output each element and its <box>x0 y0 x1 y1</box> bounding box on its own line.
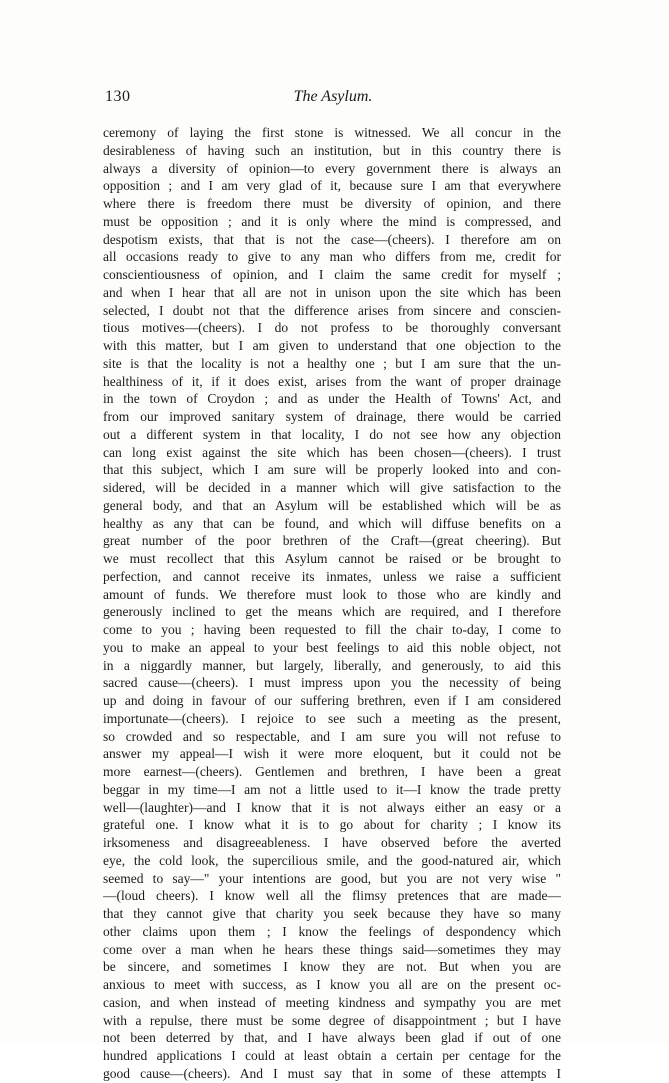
text-line: irksomeness and disagreeableness. I have observed before the averted <box>103 835 561 850</box>
text-line: amount of funds. We therefore must look to those who are kindly and <box>103 586 561 602</box>
text-line: with this matter, but I am given to understand that one objection to the <box>103 338 561 353</box>
text-line: sidered, will be decided in a manner which will give satisfaction to the <box>103 480 561 495</box>
running-title: The Asylum. <box>293 88 373 105</box>
text-line: with a repulse, there must be some degree of disappointment ; but I have <box>103 1012 561 1028</box>
text-line: up and doing in favour of our suffering brethren, even if I am considered <box>103 693 561 708</box>
text-line: answer my appeal—I wish it were more eloquent, but it could not be <box>103 746 561 762</box>
text-line: conscientiousness of opinion, and I claim the same credit for myself ; <box>103 267 561 282</box>
text-line: that they cannot give that charity you seek because they have so many <box>103 906 561 921</box>
text-line: site is that the locality is not a healthy one ; but I am sure that the un- <box>103 355 561 371</box>
text-line: must be opposition ; and it is only where the mind is compressed, and <box>103 213 561 229</box>
text-line: can long exist against the site which has been chosen—(cheers). I trust <box>103 444 561 460</box>
text-line: tious motives—(cheers). I do not profess to be thoroughly conversant <box>103 320 561 336</box>
text-line: you to make an appeal to your best feelings to aid this noble object, not <box>103 639 561 655</box>
text-line: eye, the cold look, the supercilious smile, and the good-natured air, which <box>103 852 561 868</box>
text-line: that this subject, which I am sure will be properly looked into and con- <box>103 462 561 478</box>
text-line: in a niggardly manner, but largely, liberally, and generously, to aid this <box>103 657 561 673</box>
text-line: importunate—(cheers). I rejoice to see such a meeting as the present, <box>103 710 561 726</box>
text-line: always a diversity of opinion—to every government there is always an <box>103 160 561 176</box>
text-line: opposition ; and I am very glad of it, because sure I am that everywhere <box>103 178 561 194</box>
text-line: great number of the poor brethren of the Craft—(great cheering). But <box>103 533 561 549</box>
text-line: come over a man when he hears these things said—sometimes they may <box>103 941 561 957</box>
text-line: despotism exists, that that is not the case—(cheers). I therefore am on <box>103 231 561 247</box>
text-line: more earnest—(cheers). Gentlemen and brethren, I have been a great <box>103 764 561 779</box>
text-line: in the town of Croydon ; and as under the Health of Towns' Act, and <box>103 391 561 407</box>
text-line: perfection, and cannot receive its inmates, unless we raise a sufficient <box>103 568 561 584</box>
text-line: grateful one. I know what it is to go about for charity ; I know its <box>103 817 561 833</box>
text-line: hundred applications I could at least obtain a certain per centage for the <box>103 1048 561 1063</box>
text-line: where there is freedom there must be diversity of opinion, and there <box>103 196 561 211</box>
text-line: selected, I doubt not that the difference arises from sincere and conscien- <box>103 302 561 318</box>
text-line: beggar in my time—I am not a little used to it—I know the trade pretty <box>103 781 561 797</box>
text-line: —(loud cheers). I know well all the flimsy pretences that are made— <box>103 888 561 904</box>
text-line: general body, and that an Asylum will be established which will be as <box>103 497 561 513</box>
text-line: other claims upon them ; I know the feelings of despondency which <box>103 923 561 939</box>
text-line: so crowded and so respectable, and I am sure you will not refuse to <box>103 728 561 744</box>
text-line: come to you ; having been requested to fill the chair to-day, I come to <box>103 622 561 637</box>
body-text <box>103 124 561 1083</box>
text-line: ceremony of laying the first stone is witnessed. We all concur in the <box>103 125 561 140</box>
text-line: anxious to meet with success, as I know you all are on the present oc- <box>103 977 561 992</box>
text-line: desirableness of having such an institution, but in this country there is <box>103 142 561 158</box>
text-line: all occasions ready to give to any man who differs from me, credit for <box>103 249 561 265</box>
text-line: well—(laughter)—and I know that it is not always either an easy or a <box>103 799 561 815</box>
page-number: 130 <box>105 88 131 105</box>
text-line: be sincere, and sometimes I know they are not. But when you are <box>103 959 561 975</box>
text-line: casion, and when instead of meeting kindness and sympathy you are met <box>103 994 561 1010</box>
text-line: sacred cause—(cheers). I must impress upon you the necessity of being <box>103 675 561 691</box>
text-line: generously inclined to get the means which are required, and I therefore <box>103 604 561 620</box>
running-head <box>105 88 561 110</box>
text-line: and when I hear that all are not in unison upon the site which has been <box>103 284 561 300</box>
text-line: out a different system in that locality, I do not see how any objection <box>103 426 561 442</box>
text-line: healthy as any that can be found, and which will diffuse benefits on a <box>103 515 561 531</box>
text-line: healthiness of it, if it does exist, arises from the want of proper drainage <box>103 373 561 389</box>
text-line: seemed to say—" your intentions are good, but you are not very wise " <box>103 870 561 886</box>
text-line: we must recollect that this Asylum cannot be raised or be brought to <box>103 551 561 566</box>
text-line: not been deterred by that, and I have always been glad if out of one <box>103 1030 561 1046</box>
text-line: good cause—(cheers). And I must say that in some of these attempts I <box>103 1065 561 1081</box>
text-line: from our improved sanitary system of drainage, there would be carried <box>103 409 561 424</box>
